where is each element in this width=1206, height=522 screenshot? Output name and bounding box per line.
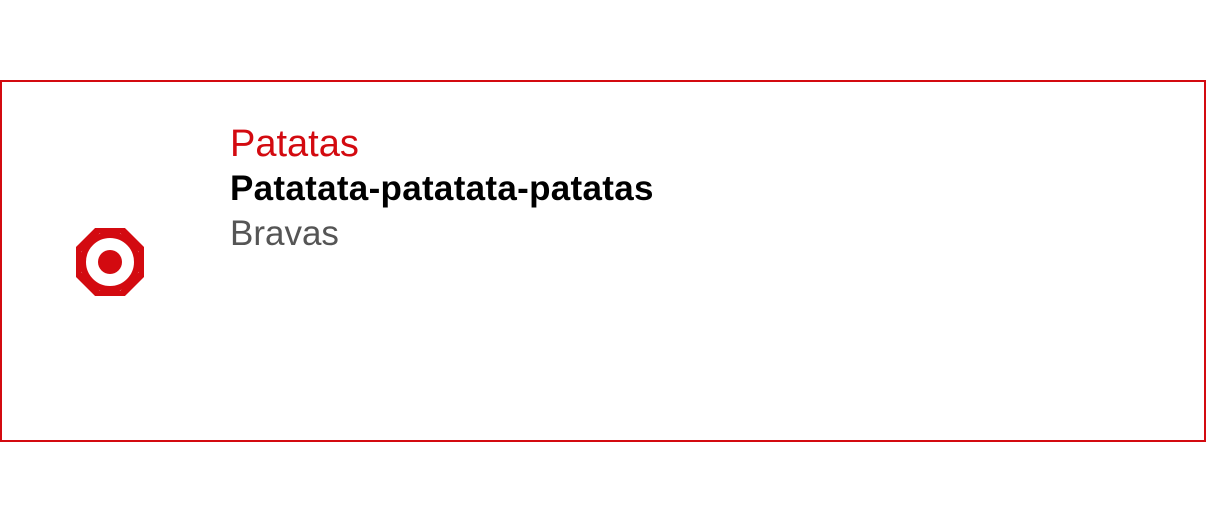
option-title: Patatata-patatata-patatas (230, 169, 654, 208)
radio-button[interactable] (76, 228, 144, 296)
option-subtitle: Bravas (230, 214, 339, 253)
option-eyebrow: Patatas (230, 123, 359, 165)
radio-option-card[interactable] (0, 80, 1206, 442)
radio-selected-icon (76, 228, 144, 296)
option-text (230, 122, 1130, 256)
